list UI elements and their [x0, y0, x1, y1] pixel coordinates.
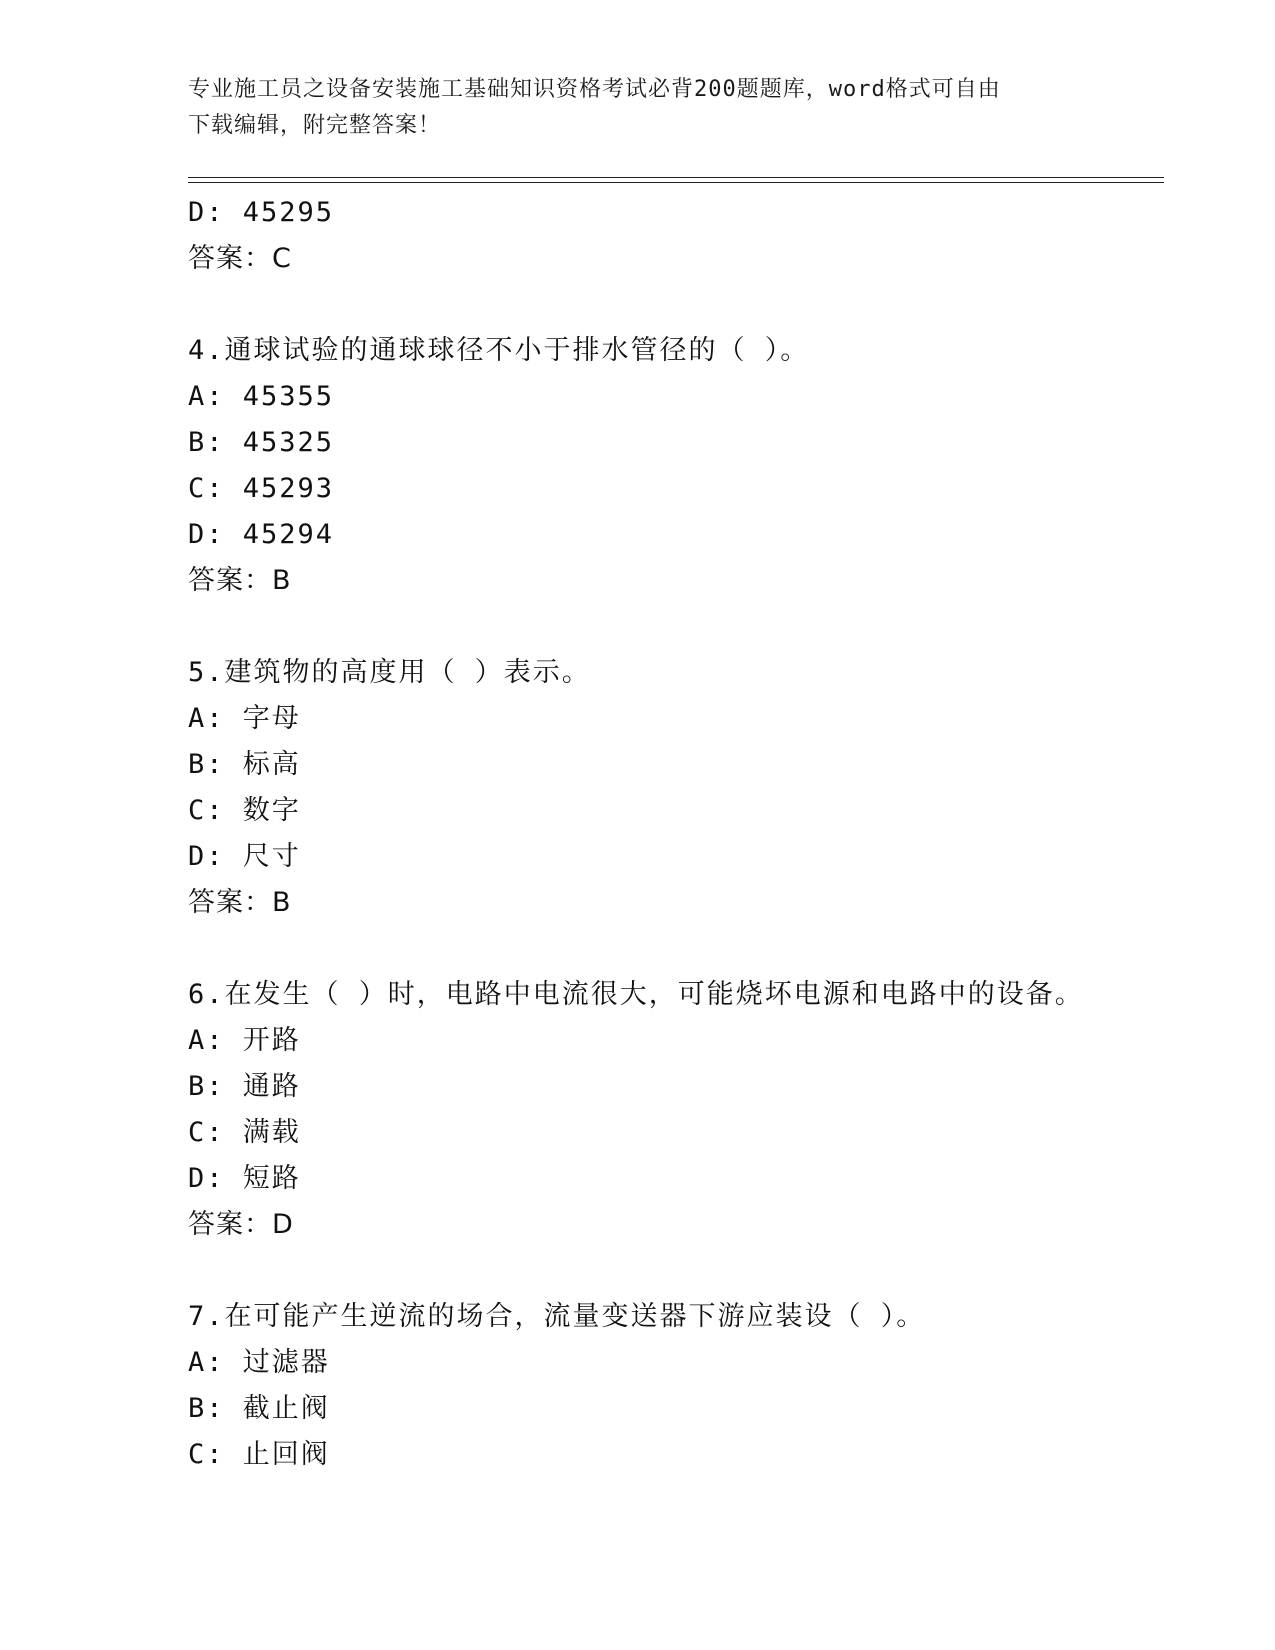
answer: 答案：D: [188, 1209, 294, 1240]
option-b: B: 45325: [188, 427, 335, 458]
question-stem: 7.在可能产生逆流的场合，流量变送器下游应装设（ ）。: [188, 1301, 926, 1332]
question-stem: 4.通球试验的通球球径不小于排水管径的（ ）。: [188, 335, 810, 366]
spacer: [188, 1248, 1168, 1294]
option-c: C: 数字: [188, 795, 301, 826]
question-list: [188, 190, 1168, 1478]
answer: 答案：B: [188, 565, 292, 596]
spacer: [188, 604, 1168, 650]
header-line-2: 下载编辑，附完整答案！: [188, 113, 442, 138]
header-line-1: 专业施工员之设备安装施工基础知识资格考试必背200题题库，word格式可自由: [188, 77, 1001, 102]
option-b: B: 标高: [188, 749, 301, 780]
option-d: D: 45295: [188, 197, 335, 228]
option-b: B: 截止阀: [188, 1393, 330, 1424]
spacer: [188, 282, 1168, 328]
document-header: [188, 72, 1088, 144]
answer: 答案：C: [188, 243, 292, 274]
option-c: C: 45293: [188, 473, 335, 504]
header-divider-top: [188, 177, 1164, 178]
option-a: A: 45355: [188, 381, 335, 412]
option-a: A: 字母: [188, 703, 301, 734]
option-a: A: 过滤器: [188, 1347, 330, 1378]
question-stem: 6.在发生（ ）时，电路中电流很大，可能烧坏电源和电路中的设备。: [188, 979, 1084, 1010]
option-d: D: 尺寸: [188, 841, 301, 872]
header-divider-bottom: [188, 182, 1164, 183]
spacer: [188, 926, 1168, 972]
option-d: D: 45294: [188, 519, 335, 550]
option-d: D: 短路: [188, 1163, 301, 1194]
option-a: A: 开路: [188, 1025, 301, 1056]
option-c: C: 满载: [188, 1117, 301, 1148]
option-c: C: 止回阀: [188, 1439, 330, 1470]
answer: 答案：B: [188, 887, 292, 918]
question-stem: 5.建筑物的高度用（ ）表示。: [188, 657, 591, 688]
option-b: B: 通路: [188, 1071, 301, 1102]
